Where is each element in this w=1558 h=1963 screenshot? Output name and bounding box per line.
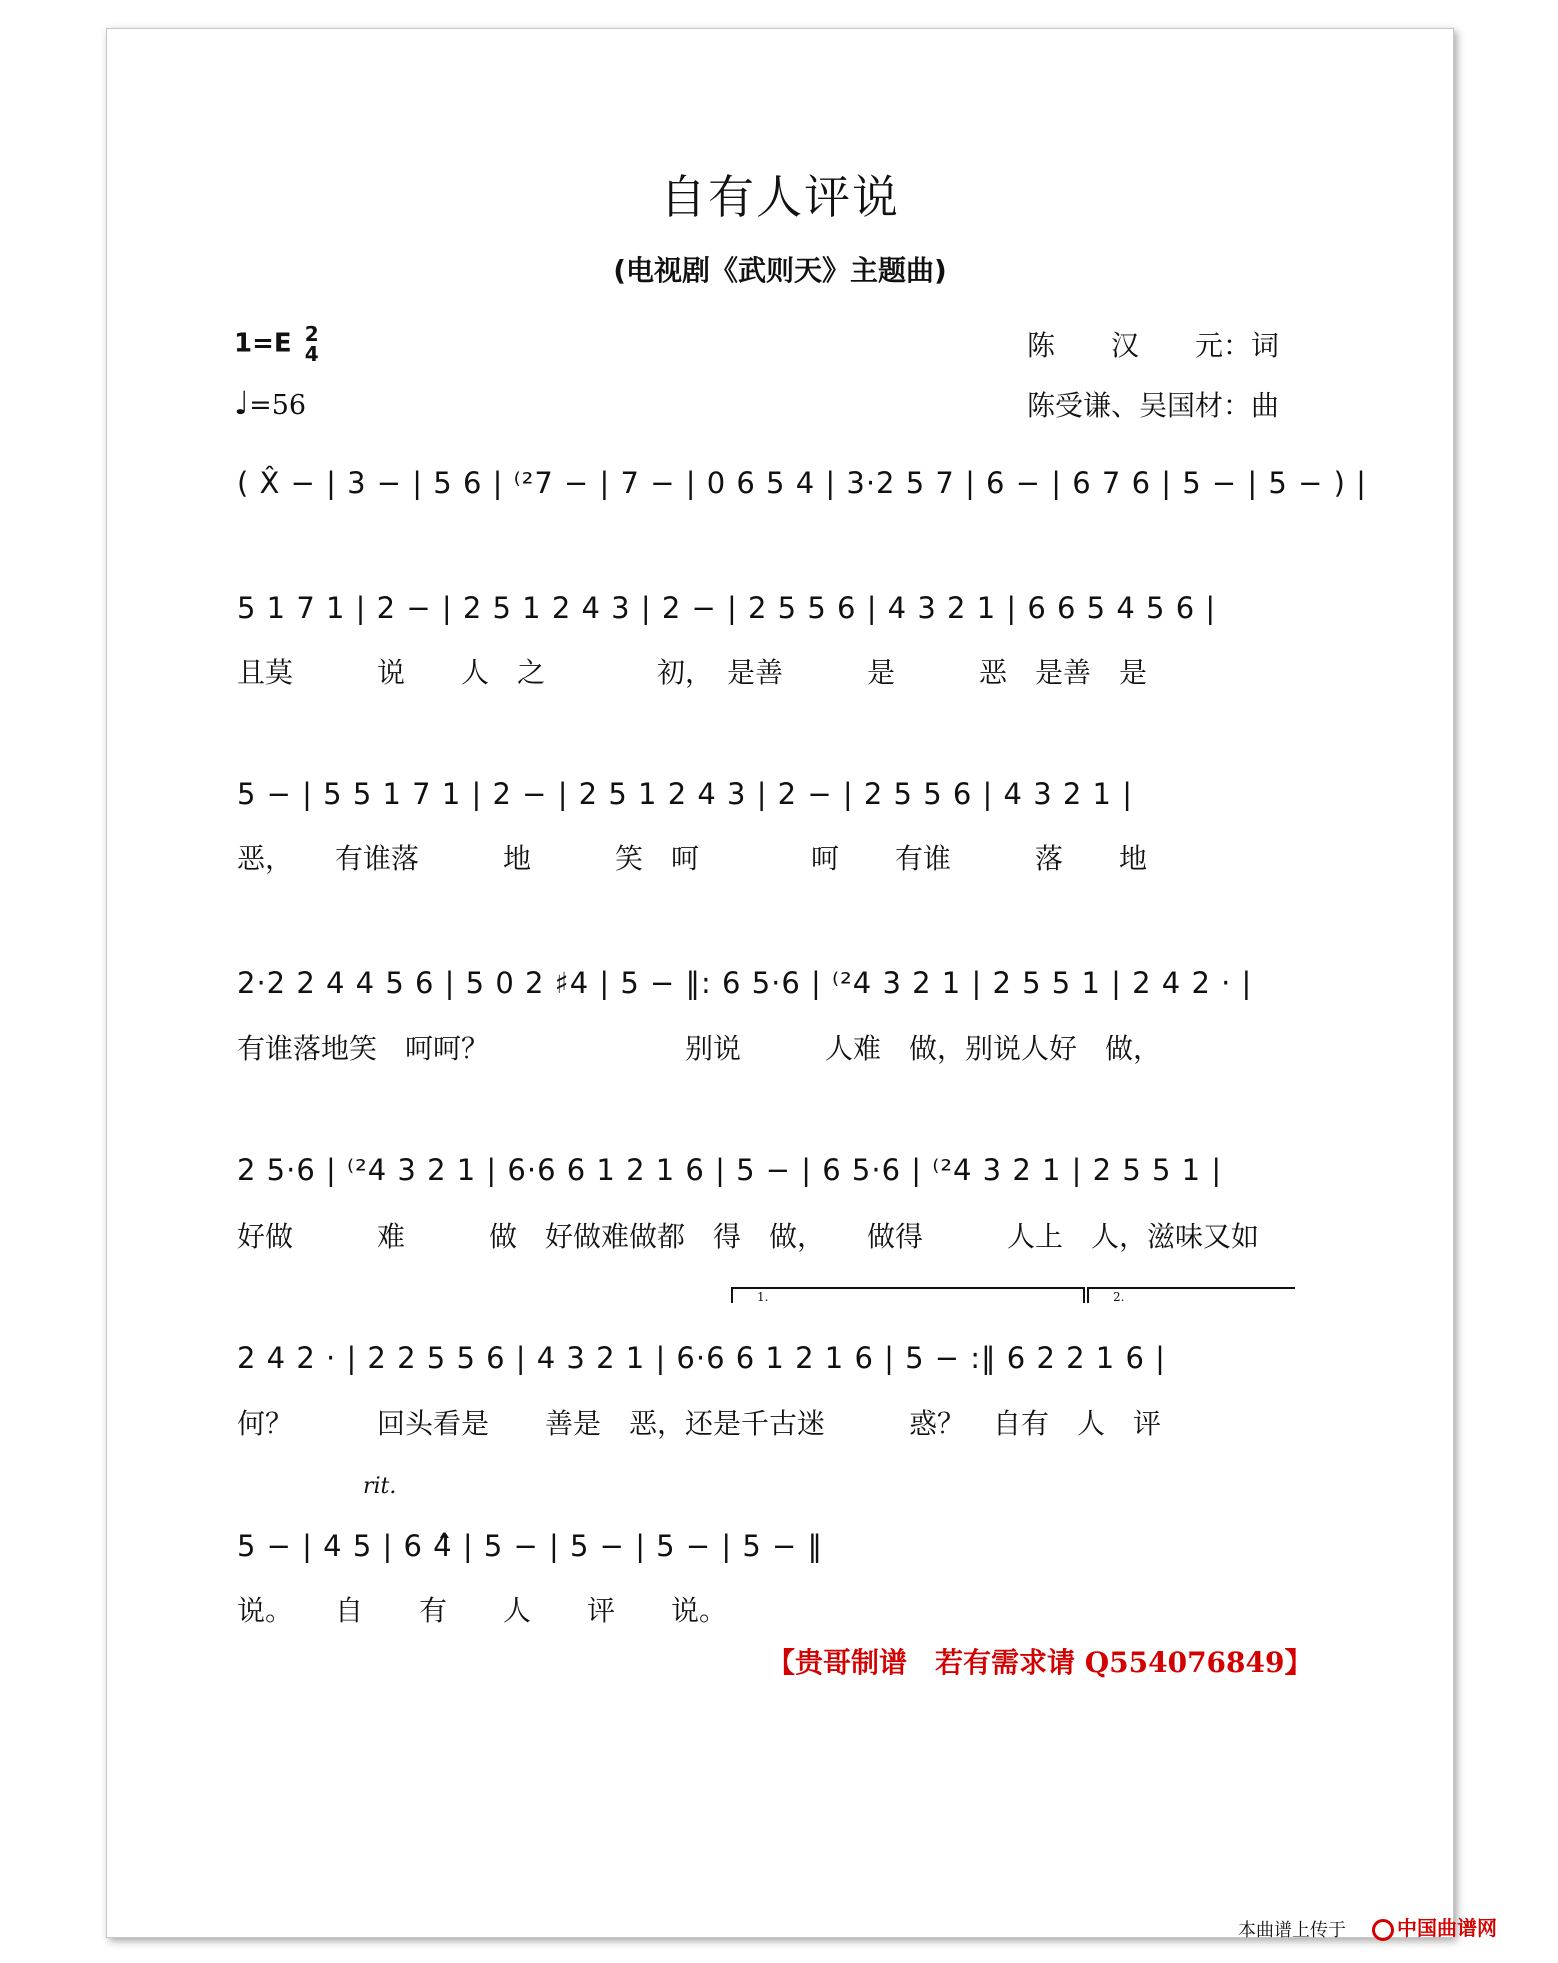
lyrics-row-2: 且莫 说 人 之 初， 是善 是 恶 是善 是 [237,656,1148,689]
notation-row-7: 5 − | 4 5 | 6 4̂ | 5 − | 5 − | 5 − | 5 − ‖ [237,1529,824,1563]
volta-bracket-2 [1087,1287,1295,1303]
lyrics-row-7: 说。 自 有 人 评 说。 [237,1594,728,1627]
lyrics-row-5: 好做 难 做 好做难做都 得 做， 做得 人上 人，滋味又如 [237,1220,1260,1253]
site-logo[interactable] [1372,1912,1497,1941]
notation-row-6: 2 4 2 · | 2 2 5 5 6 | 4 3 2 1 | 6·6 6 1 2 1 6 | 5 − :‖ 6 2 2 1 6 | [237,1341,1166,1375]
time-top: 2 [304,322,319,346]
notation-row-3: 5 − | 5 5 1 7 1 | 2 − | 2 5 1 2 4 3 | 2 − | 2 5 5 6 | 4 3 2 1 | [237,777,1133,811]
volta-1-label: 1. [757,1290,769,1304]
time-bottom: 4 [304,342,319,366]
lyrics-row-4: 有谁落地笑 呵呵？ 别说 人难 做，别说人好 做， [237,1032,1162,1065]
lyrics-row-3: 恶， 有谁落 地 笑 呵 呵 有谁 落 地 [237,842,1148,875]
notation-row-5: 2 5·6 | ⁽²4 3 2 1 | 6·6 6 1 2 1 6 | 5 − | 6 5·6 | ⁽²4 3 2 1 | 2 5 5 1 | [237,1153,1223,1187]
notation-row-1: ( X̂ − | 3 − | 5 6 | ⁽²7 − | 7 − | 0 6 5 4 | 3·2 5 7 | 6 − | 6 7 6 | 5 − | 5 − ) | [237,466,1367,500]
footer-upload-text: 本曲谱上传于 [1238,1920,1346,1941]
site-logo-text: 中国曲谱网 [1397,1916,1497,1940]
song-subtitle: (电视剧《武则天》主题曲) [613,254,947,287]
tempo-value: =56 [249,390,307,421]
time-signature [305,324,319,364]
notation-row-2: 5 1 7 1 | 2 − | 2 5 1 2 4 3 | 2 − | 2 5 5 6 | 4 3 2 1 | 6 6 5 4 5 6 | [237,591,1217,625]
volta-2-label: 2. [1113,1290,1125,1304]
song-title: 自有人评说 [660,170,900,224]
lyricist-credit: 陈 汉 元：词 [1027,329,1280,362]
key-signature [234,324,319,364]
key-label: 1=E [234,328,292,359]
tempo-marking [234,384,306,422]
score-page [106,28,1454,1938]
ritardando-marking: rit. [363,1474,397,1499]
quarter-note-icon: ♩ [234,384,250,422]
composer-credit: 陈受谦、吴国材：曲 [1027,389,1280,422]
volta-bracket-1 [731,1287,1085,1303]
site-logo-icon [1372,1919,1394,1941]
lyrics-row-6: 何？ 回头看是 善是 恶，还是千古迷 惑？ 自有 人 评 [237,1407,1162,1440]
notation-row-4: 2·2 2 4 4 5 6 | 5 0 2 ♯4 | 5 − ‖: 6 5·6 | ⁽²4 3 2 1 | 2 5 5 1 | 2 4 2 · | [237,966,1253,1000]
transcriber-signature: 【贵哥制谱 若有需求请 Q554076849】 [767,1646,1313,1679]
